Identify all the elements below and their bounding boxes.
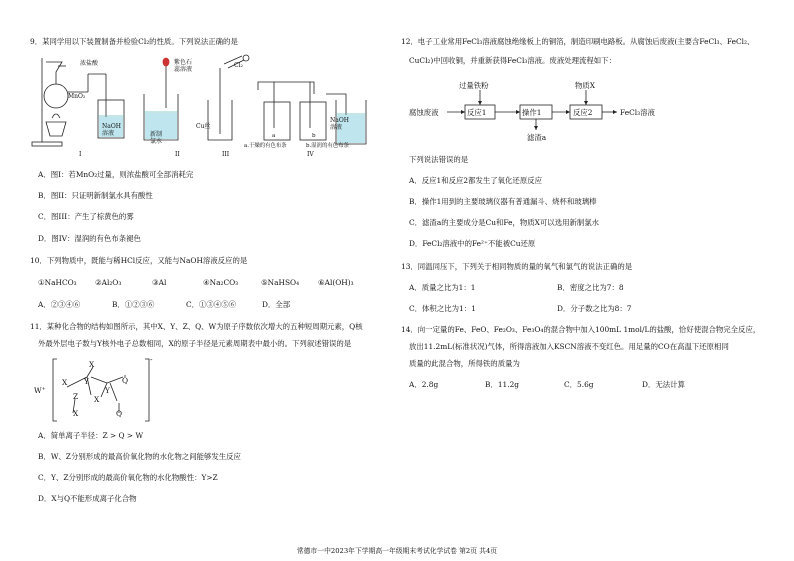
q10-option-c[interactable]: C．①③④⑤⑥	[186, 300, 236, 309]
flow-iron: 过量铁粉	[459, 81, 489, 90]
struct-y1: Y	[84, 377, 89, 386]
fig-label-4: IV	[307, 151, 314, 158]
q11-stem-line2: 外最外层电子数与Y核外电子总数相同，X的原子半径是元素周期表中最小的。下列叙述错误的是	[38, 339, 352, 348]
q12-option-a[interactable]: A．反应1和反应2都发生了氧化还原反应	[409, 176, 542, 185]
q10-item-3: ③Al	[152, 278, 167, 287]
q11-option-a[interactable]: A．简单离子半径：Z > Q > W	[38, 431, 144, 440]
flow-residue: 滤渣a	[527, 133, 547, 142]
flow-reaction1: 反应1	[467, 108, 487, 117]
q14-option-d[interactable]: D．无法计算	[642, 380, 685, 389]
q9-option-b[interactable]: B．图II：只证明新制氯水具有酸性	[38, 191, 153, 200]
q11-stem-line1: 11．某种化合物的结构如图所示，其中X、Y、Z、Q、W为原子序数依次增大的五种短周期元素，Q核	[30, 322, 363, 331]
q9-stem: 9．某同学用以下装置制备并检验Cl₂的性质。下列说法正确的是	[30, 37, 238, 46]
label-newcl2: 氯水	[150, 138, 163, 145]
q12-option-c[interactable]: C．滤渣a的主要成分是Cu和Fe，物质X可以选用新制氯水	[409, 218, 600, 227]
q13-stem: 13．同温同压下，下列关于相同物质的量的氧气和氯气的说法正确的是	[401, 262, 633, 271]
struct-q-top: Q	[122, 376, 129, 385]
q12-stem-line2: CuCl₂)中回收铜，并重新获得FeCl₃溶液。废液处理流程如下：	[409, 56, 616, 65]
q9-option-a[interactable]: A．图I：若MnO₂过量，则浓盐酸可全部消耗完	[38, 170, 194, 179]
label-purple: 紫色石	[174, 59, 193, 66]
label-conc-hcl: 浓盐酸	[80, 60, 99, 67]
q12-option-d[interactable]: D．FeCl₂溶液中的Fe²⁺不能被Cu还原	[409, 239, 536, 248]
label-naoh2: NaOH	[330, 117, 349, 124]
struct-x-mid: X	[94, 395, 100, 404]
struct-y2: Y	[105, 386, 110, 395]
label-purple2: 蕊溶液	[174, 66, 193, 73]
label-naoh1b: 溶液	[102, 130, 115, 137]
q14-stem-line3: 质量的此混合物，所得铁的质量为	[409, 359, 520, 368]
flow-operation1: 操作1	[522, 108, 542, 117]
label-newcl: 新制	[150, 131, 163, 138]
q11-option-c[interactable]: C．Y、Z分别形成的最高价氧化物的水化物酸性：Y>Z	[38, 473, 218, 482]
label-naoh2b: 溶液	[330, 124, 343, 131]
flow-reaction2: 反应2	[573, 108, 593, 117]
q13-option-d[interactable]: D．分子数之比为8：7	[557, 304, 632, 313]
label-dry: a.干燥的有色布条	[244, 143, 287, 149]
struct-w: W+	[34, 386, 46, 395]
q14-stem-line2: 放出11.2mL(标准状况)气体，所得溶液加入KSCN溶液不变红色。用足量的CO在高温下还原相同	[409, 342, 729, 351]
q13-option-b[interactable]: B．密度之比为7：8	[557, 283, 624, 292]
q10-option-d[interactable]: D．全部	[262, 300, 291, 309]
q13-option-a[interactable]: A．质量之比为1：1	[409, 283, 476, 292]
q10-item-1: ①NaHCO₃	[38, 278, 77, 287]
q12-stem-line1: 12．电子工业常用FeCl₃溶液腐蚀绝缘板上的铜箔，制造印刷电路板。从腐蚀后废液(主要含FeCl₃、FeCl₂、	[401, 37, 755, 46]
q14-option-c[interactable]: C．5.6g	[564, 380, 594, 389]
q9-option-c[interactable]: C．图III：产生了棕黄色的雾	[38, 212, 134, 221]
page-footer: 常德市一中2023年下学期高一年级期末考试化学试卷 第2页 共4页	[296, 547, 498, 555]
q10-item-4: ④Na₂CO₃	[203, 278, 239, 287]
label-cl2: Cl₂	[234, 62, 243, 69]
q12-question: 下列说法错误的是	[409, 155, 469, 164]
q10-item-5: ⑤NaHSO₄	[261, 278, 300, 287]
fig-label-1: I	[79, 151, 82, 158]
label-naoh1: NaOH	[102, 123, 121, 130]
label-a: a	[272, 133, 276, 139]
flow-waste: 腐蚀废液	[409, 108, 439, 117]
q9-option-d[interactable]: D．图IV：湿润的有色布条褪色	[38, 234, 141, 243]
q14-option-a[interactable]: A．2.8g	[409, 380, 439, 389]
q10-option-a[interactable]: A．②③④⑥	[38, 300, 81, 309]
struct-x-top: X	[89, 360, 95, 369]
label-cu: Cu丝	[196, 123, 211, 130]
q10-item-6: ⑥Al(OH)₃	[318, 278, 354, 287]
q13-option-c[interactable]: C．体积之比为1：1	[409, 304, 476, 313]
fig-label-2: II	[175, 151, 180, 158]
struct-x-bottom: X	[73, 409, 79, 418]
q12-option-b[interactable]: B．操作1用到的主要玻璃仪器有普通漏斗、烧杯和玻璃棒	[409, 197, 597, 206]
fig-label-3: III	[222, 151, 230, 158]
flow-substance-x: 物质X	[575, 81, 596, 90]
struct-minus: -	[150, 355, 153, 364]
struct-x-left: X	[62, 378, 68, 387]
struct-z: Z	[73, 392, 79, 401]
label-mno2: MnO₂	[68, 93, 86, 100]
flow-product: FeCl₃溶液	[620, 108, 655, 117]
label-b: b	[312, 133, 316, 139]
label-wet: b.湿润的有色布条	[306, 143, 349, 149]
q10-item-2: ②Al₂O₃	[95, 278, 122, 287]
q11-option-d[interactable]: D．X与Q不能形成离子化合物	[38, 494, 137, 503]
q10-option-b[interactable]: B．①②③⑥	[112, 300, 155, 309]
q14-option-b[interactable]: B．11.2g	[485, 380, 520, 389]
q14-stem-line1: 14．向一定量的Fe、FeO、Fe₂O₃、Fe₃O₄的混合物中加入100mL 1mol/L的盐酸，恰好使混合物完全反应，	[401, 325, 761, 334]
q11-option-b[interactable]: B．W、Z分别形成的最高价氧化物的水化物之间能够发生反应	[38, 452, 241, 461]
struct-q-bottom: Q	[116, 409, 123, 418]
q10-stem: 10．下列物质中，既能与稀HCl反应，又能与NaOH溶液反应的是	[30, 256, 248, 265]
